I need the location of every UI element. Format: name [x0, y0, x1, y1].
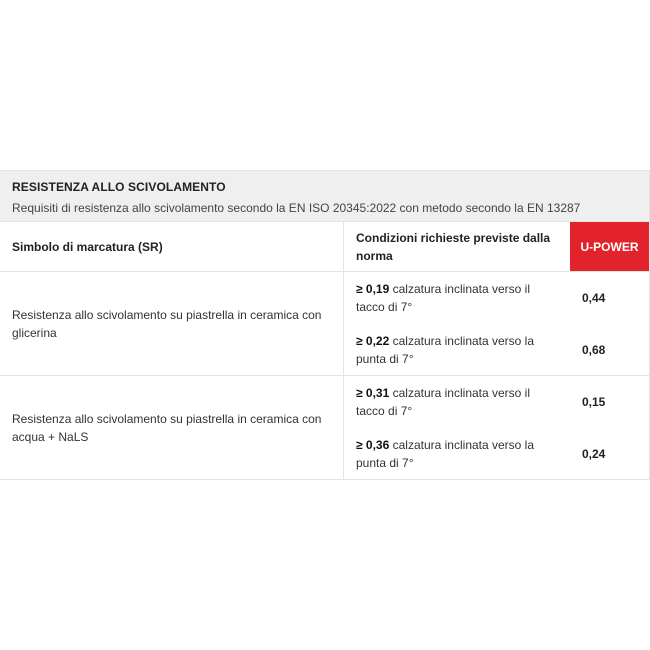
condition-threshold: ≥ 0,19 [356, 282, 390, 296]
conditions-cell [344, 272, 570, 375]
results-cell [570, 272, 649, 375]
row-label: Resistenza allo scivolamento su piastrella in ceramica con glicerina [0, 272, 344, 375]
conditions-cell [344, 376, 570, 479]
result-value: 0,24 [582, 447, 606, 461]
header-u-power: U-POWER [570, 222, 649, 271]
table-row [0, 272, 649, 376]
condition-text: calzatura inclinata verso la punta di 7° [356, 438, 535, 470]
result-value: 0,44 [582, 291, 606, 305]
table-caption [0, 170, 649, 222]
condition-item [356, 272, 558, 324]
results-cell [570, 376, 649, 479]
condition-threshold: ≥ 0,36 [356, 438, 390, 452]
result-value: 0,68 [582, 343, 606, 357]
condition-threshold: ≥ 0,22 [356, 334, 390, 348]
row-label: Resistenza allo scivolamento su piastrella in ceramica con acqua + NaLS [0, 376, 344, 479]
condition-item [356, 428, 558, 480]
section-subtitle: Requisiti di resistenza allo scivolamento secondo la EN ISO 20345:2022 con metodo secondo la EN 13287 [12, 201, 581, 215]
condition-item [356, 376, 558, 428]
condition-text: calzatura inclinata verso il tacco di 7° [356, 386, 531, 418]
condition-threshold: ≥ 0,31 [356, 386, 390, 400]
result-value: 0,15 [582, 395, 606, 409]
slip-resistance-table [0, 170, 650, 480]
header-row [0, 222, 649, 272]
header-conditions: Condizioni richieste previste dalla norma [356, 230, 551, 263]
table-row [0, 376, 649, 480]
condition-text: calzatura inclinata verso la punta di 7° [356, 334, 535, 366]
condition-item [356, 324, 558, 376]
condition-text: calzatura inclinata verso il tacco di 7° [356, 282, 531, 314]
section-title: RESISTENZA ALLO SCIVOLAMENTO [12, 180, 226, 194]
header-marking-symbol: Simbolo di marcatura (SR) [0, 222, 344, 271]
